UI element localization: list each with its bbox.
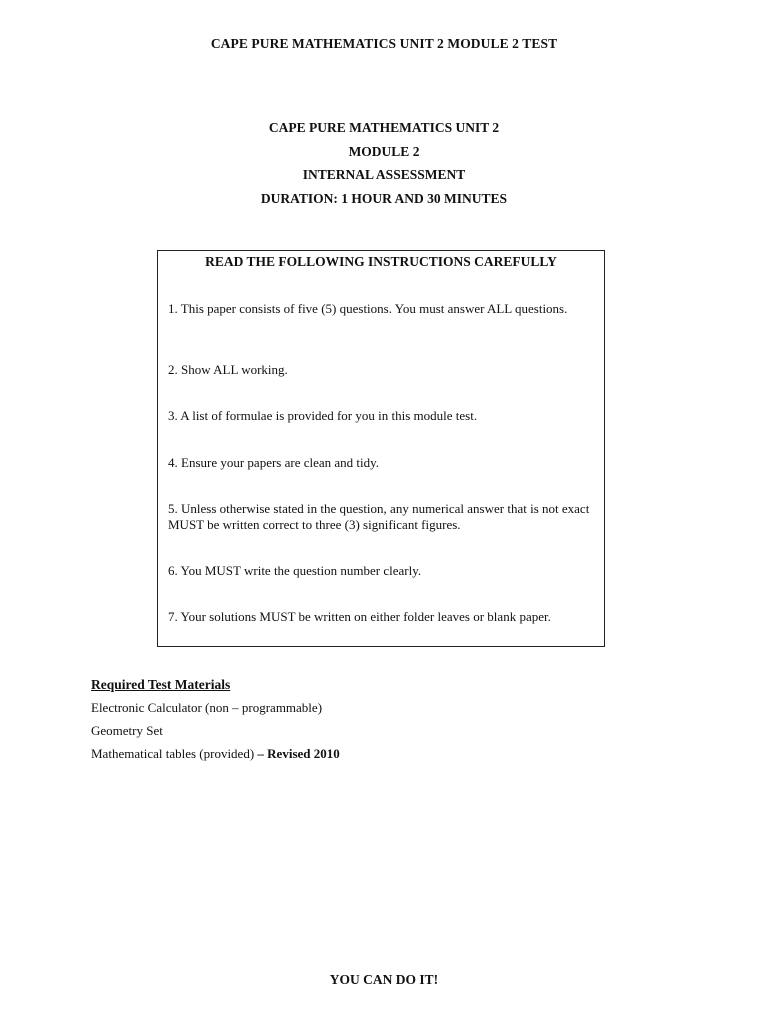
title-line-module: MODULE 2 (348, 143, 420, 159)
instruction-item: 2. Show ALL working. (168, 362, 288, 377)
instruction-item: 5. Unless otherwise stated in the question, any numerical answer that is not exact MUST be written correct to three (3) significant figures. (168, 501, 590, 532)
instructions-heading: READ THE FOLLOWING INSTRUCTIONS CAREFULLY (205, 254, 557, 269)
instruction-item: 6. You MUST write the question number clearly. (168, 563, 422, 578)
instruction-item: 7. Your solutions MUST be written on either folder leaves or blank paper. (168, 609, 551, 624)
title-line-duration: DURATION: 1 HOUR AND 30 MINUTES (260, 190, 508, 206)
title-line-subject: CAPE PURE MATHEMATICS UNIT 2 (268, 120, 500, 135)
title-block (0, 119, 768, 213)
material-item-tables (91, 746, 340, 762)
materials-heading: Required Test Materials (91, 677, 231, 692)
material-item-tables-text: Mathematical tables (provided) (91, 746, 258, 761)
title-line-assessment: INTERNAL ASSESSMENT (302, 167, 466, 182)
footer-motto: YOU CAN DO IT! (329, 972, 439, 987)
instructions-box (157, 250, 605, 647)
material-item-calculator: Electronic Calculator (non – programmable) (91, 700, 323, 715)
instruction-item: 1. This paper consists of five (5) questions. You must answer ALL questions. (168, 301, 568, 316)
material-item-geometry-set: Geometry Set (91, 723, 163, 738)
instruction-item: 4. Ensure your papers are clean and tidy. (168, 455, 380, 470)
document-header-title: CAPE PURE MATHEMATICS UNIT 2 MODULE 2 TEST (210, 36, 558, 51)
instruction-item: 3. A list of formulae is provided for you in this module test. (168, 408, 478, 423)
material-item-tables-revision: – Revised 2010 (257, 746, 340, 761)
